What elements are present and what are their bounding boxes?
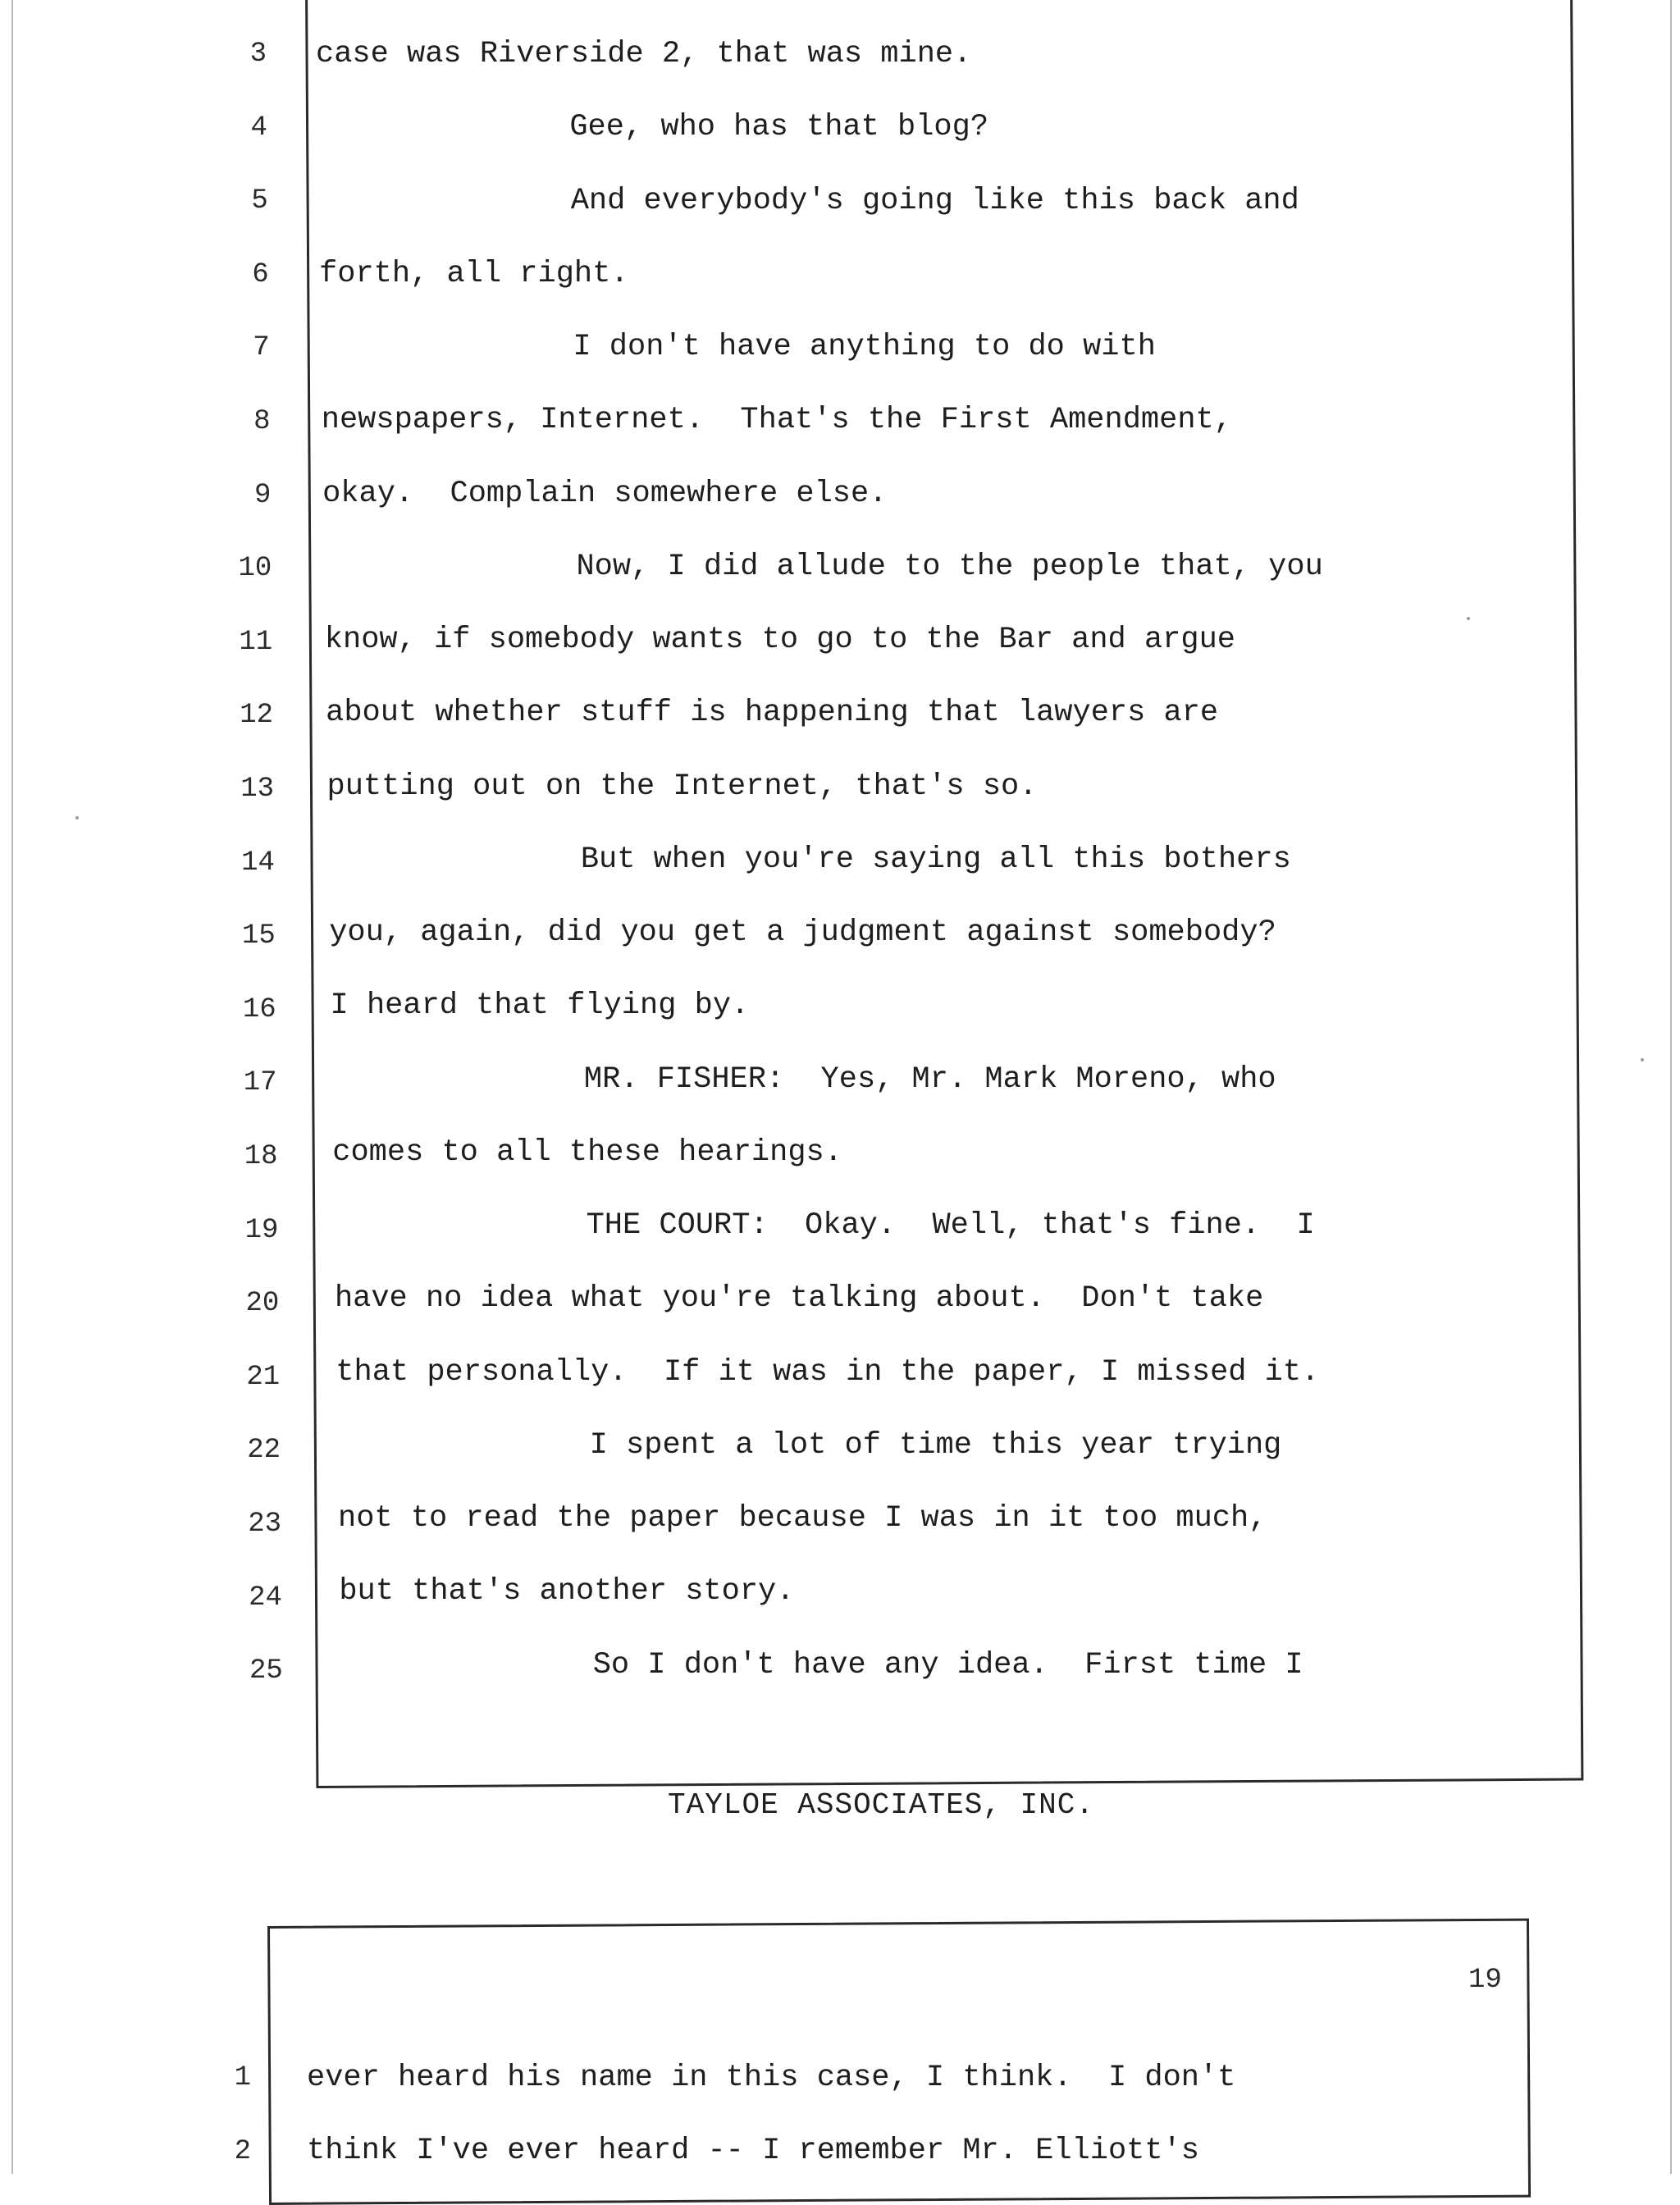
transcript-line-text: that personally. If it was in the paper, I missed it. xyxy=(336,1354,1320,1390)
line-number: 1 xyxy=(234,2062,251,2093)
line-number: 12 xyxy=(240,700,274,732)
transcript-line-text: I spent a lot of time this year trying xyxy=(589,1427,1282,1463)
scan-speck xyxy=(75,816,79,819)
line-number: 7 xyxy=(253,332,270,364)
line-number: 22 xyxy=(247,1435,281,1467)
transcript-line-text: ever heard his name in this case, I think. I don't xyxy=(307,2061,1236,2095)
line-number: 9 xyxy=(253,479,272,511)
transcript-line-text: Gee, who has that blog? xyxy=(569,110,989,145)
transcript-line-text: I heard that flying by. xyxy=(330,988,750,1024)
transcript-line-text: not to read the paper because I was in it too much, xyxy=(338,1501,1267,1536)
transcript-line-text: about whether stuff is happening that lawyers are xyxy=(326,696,1219,731)
reporter-footer: TAYLOE ASSOCIATES, INC. xyxy=(668,1788,1094,1822)
transcript-line-text: But when you're saying all this bothers xyxy=(580,842,1291,877)
line-number: 3 xyxy=(249,39,267,70)
line-number: 20 xyxy=(245,1288,280,1320)
line-number: 23 xyxy=(248,1509,281,1540)
transcript-line-text: have no idea what you're talking about. Don't take xyxy=(334,1281,1264,1317)
transcript-line-text: okay. Complain somewhere else. xyxy=(322,476,888,511)
transcript-line-text: And everybody's going like this back and xyxy=(570,183,1299,218)
transcript-line-text: putting out on the Internet, that's so. xyxy=(326,769,1038,804)
transcript-line-text: case was Riverside 2, that was mine. xyxy=(316,37,972,71)
line-number: 11 xyxy=(239,626,273,658)
transcript-line-text: know, if somebody wants to go to the Bar and argue xyxy=(324,623,1235,657)
transcript-line-text: but that's another story. xyxy=(339,1574,795,1609)
line-number: 16 xyxy=(242,993,276,1025)
scan-speck xyxy=(1467,617,1470,620)
transcript-line-text: think I've ever heard -- I remember Mr. Elliott's xyxy=(307,2134,1199,2169)
transcript-line-text: I don't have anything to do with xyxy=(573,330,1156,364)
scan-edge-left xyxy=(11,0,13,2174)
transcript-line-text: So I don't have any idea. First time I xyxy=(592,1647,1303,1682)
line-number: 10 xyxy=(238,553,272,585)
line-number: 19 xyxy=(244,1214,279,1246)
scan-speck xyxy=(1641,1058,1644,1061)
line-number: 25 xyxy=(249,1655,283,1687)
line-number: 24 xyxy=(249,1582,282,1614)
transcript-line-text: newspapers, Internet. That's the First Amendment, xyxy=(321,403,1232,438)
line-number: 17 xyxy=(243,1067,277,1099)
line-number: 21 xyxy=(246,1361,281,1393)
line-number: 13 xyxy=(240,774,274,805)
transcript-line-text: forth, all right. xyxy=(319,256,629,291)
line-number: 2 xyxy=(234,2135,251,2167)
transcript-line-text: MR. FISHER: Yes, Mr. Mark Moreno, who xyxy=(583,1061,1276,1097)
line-number: 4 xyxy=(250,112,267,144)
transcript-line-text: Now, I did allude to the people that, you xyxy=(576,549,1323,584)
line-number: 5 xyxy=(251,185,268,217)
line-number: 15 xyxy=(241,920,276,952)
transcript-line-text: comes to all these hearings. xyxy=(332,1134,842,1170)
transcript-line-text: THE COURT: Okay. Well, that's fine. I xyxy=(586,1208,1315,1243)
page-number: 19 xyxy=(1468,1965,1502,1996)
scan-edge-right xyxy=(1670,0,1672,2174)
line-number: 18 xyxy=(244,1141,278,1172)
line-number: 8 xyxy=(253,406,271,437)
transcript-line-text: you, again, did you get a judgment against somebody? xyxy=(329,915,1276,950)
line-number: 14 xyxy=(241,847,275,879)
line-number: 6 xyxy=(252,258,269,290)
